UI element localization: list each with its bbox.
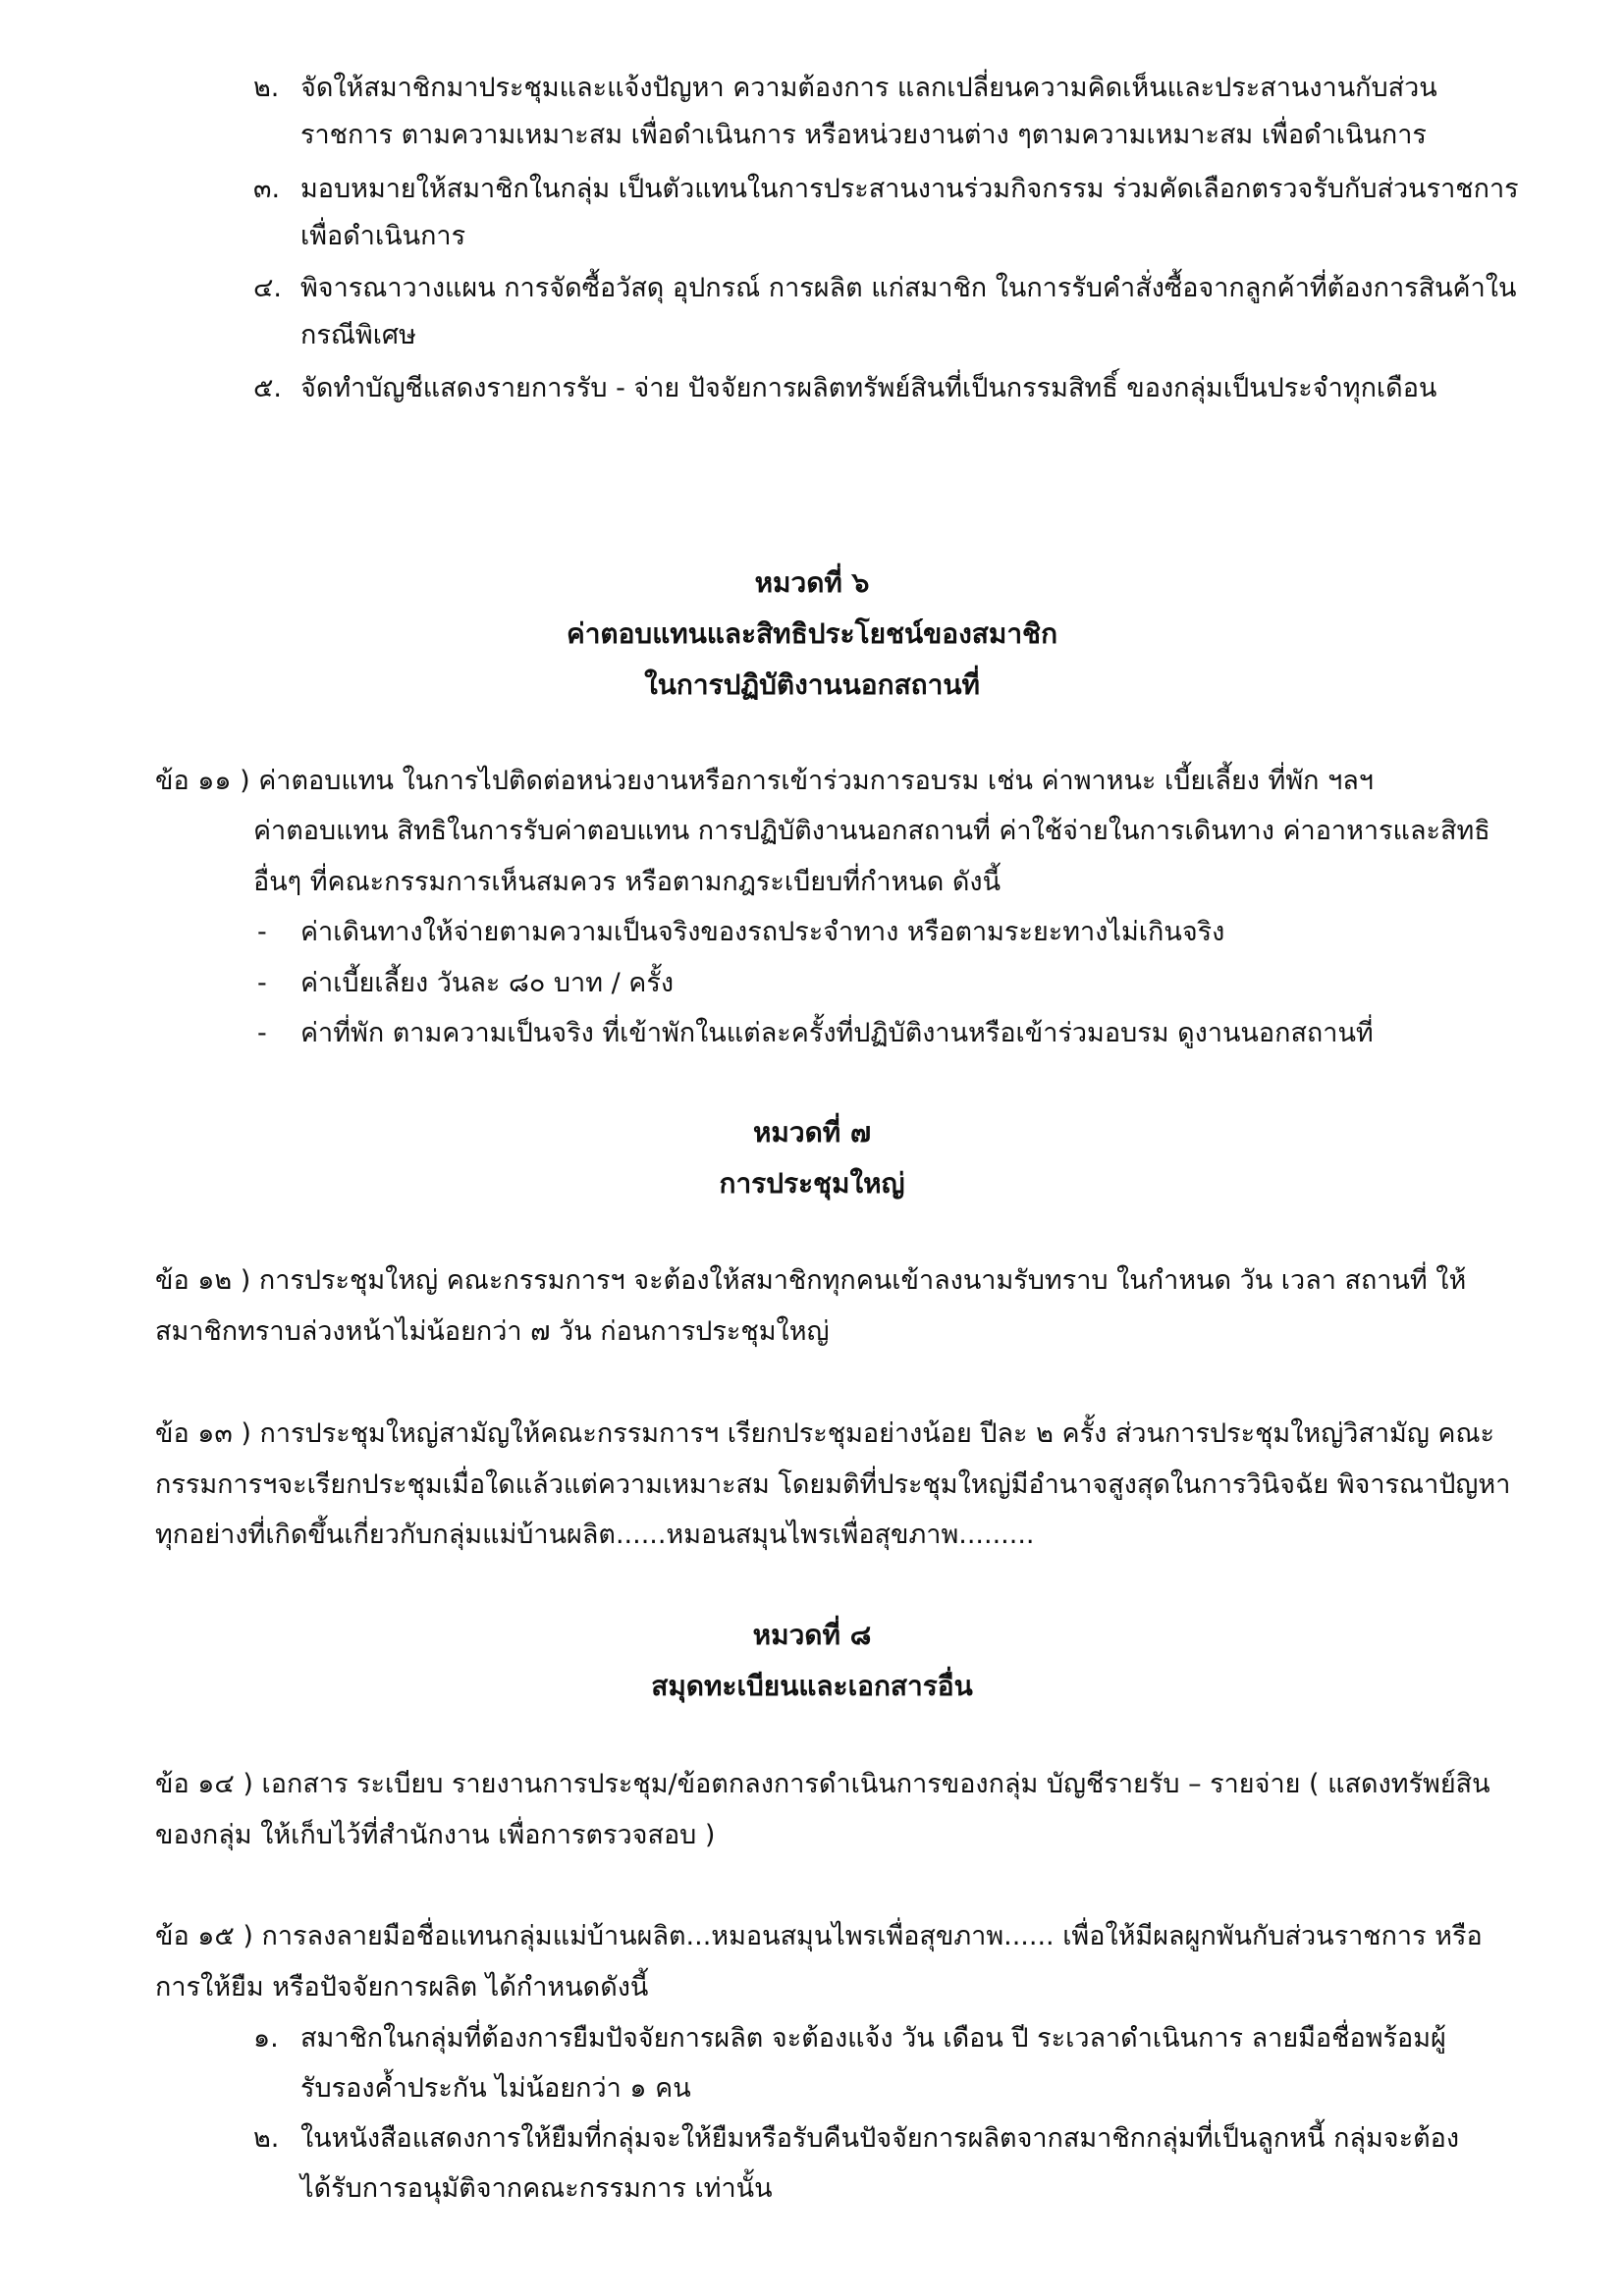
list-item-number: ๕. bbox=[253, 373, 283, 403]
section-subtitle: สมุดทะเบียนและเอกสารอื่น bbox=[651, 1670, 973, 1702]
list-item-number: ๔. bbox=[253, 273, 283, 303]
clause-13-line: ทุกอย่างที่เกิดขึ้นเกี่ยวกับกลุ่มแม่บ้านผลิต......หมอนสมุนไพรเพื่อสุขภาพ......... bbox=[155, 1520, 1035, 1550]
section-subtitle: ค่าตอบแทนและสิทธิประโยชน์ของสมาชิก bbox=[566, 617, 1058, 650]
bullet-text: ค่าเดินทางให้จ่ายตามความเป็นจริงของรถประจำทาง หรือตามระยะทางไม่เกินจริง bbox=[300, 917, 1225, 947]
clause-11-line: ข้อ ๑๑ ) ค่าตอบแทน ในการไปติดต่อหน่วยงานหรือการเข้าร่วมการอบรม เช่น ค่าพาหนะ เบี้ยเลี้ยง ที่พัก ฯลฯ bbox=[155, 766, 1374, 796]
bullet-dash: - bbox=[257, 1018, 267, 1048]
clause-13-line: ข้อ ๑๓ ) การประชุมใหญ่สามัญให้คณะกรรมการฯ เรียกประชุมอย่างน้อย ปีละ ๒ ครั้ง ส่วนการประชุมใหญ่วิสามัญ คณะ bbox=[155, 1418, 1495, 1449]
list-item-text: เพื่อดำเนินการ bbox=[300, 221, 466, 251]
list-item-text: กรณีพิเศษ bbox=[300, 320, 416, 350]
list-item-number: ๒. bbox=[253, 73, 280, 103]
clause-13-line: กรรมการฯจะเรียกประชุมเมื่อใดแล้วแต่ความเหมาะสม โดยมติที่ประชุมใหญ่มีอำนาจสูงสุดในการวินิจฉัย พิจารณาปัญหา bbox=[155, 1469, 1511, 1500]
clause-11-line: ค่าตอบแทน สิทธิในการรับค่าตอบแทน การปฏิบัติงานนอกสถานที่ ค่าใช้จ่ายในการเดินทาง ค่าอาหารและสิทธิ bbox=[253, 816, 1490, 846]
clause-14-line: ของกลุ่ม ให้เก็บไว้ที่สำนักงาน เพื่อการตรวจสอบ ) bbox=[155, 1820, 716, 1850]
bullet-dash: - bbox=[257, 968, 267, 998]
clause-12-line: สมาชิกทราบล่วงหน้าไม่น้อยกว่า ๗ วัน ก่อนการประชุมใหญ่ bbox=[155, 1316, 830, 1347]
list-item-number: ๑. bbox=[253, 2023, 279, 2054]
bullet-text: ค่าเบี้ยเลี้ยง วันละ ๘๐ บาท / ครั้ง bbox=[300, 968, 675, 998]
clause-11-line: อื่นๆ ที่คณะกรรมการเห็นสมควร หรือตามกฎระเบียบที่กำหนด ดังนี้ bbox=[253, 867, 1001, 897]
list-item-text: ในหนังสือแสดงการให้ยืมที่กลุ่มจะให้ยืมหรือรับคืนปัจจัยการผลิตจากสมาชิกกลุ่มที่เป็นลูกหนี้ กลุ่มจะต้อง bbox=[300, 2123, 1460, 2154]
clause-15-line: ข้อ ๑๕ ) การลงลายมือชื่อแทนกลุ่มแม่บ้านผลิต...หมอนสมุนไพรเพื่อสุขภาพ...... เพื่อให้มีผลผูกพันกับส่วนราชการ หรือ bbox=[155, 1921, 1483, 1951]
list-item-text: ได้รับการอนุมัติจากคณะกรรมการ เท่านั้น bbox=[300, 2173, 773, 2204]
section-heading: หมวดที่ ๗ bbox=[752, 1116, 872, 1148]
section-subtitle: การประชุมใหญ่ bbox=[719, 1167, 905, 1200]
section-heading: หมวดที่ ๘ bbox=[752, 1619, 872, 1651]
list-item-text: พิจารณาวางแผน การจัดซื้อวัสดุ อุปกรณ์ การผลิต แก่สมาชิก ในการรับคำสั่งซื้อจากลูกค้าที่ต้องการสินค้าใน bbox=[300, 273, 1517, 303]
clause-15-line: การให้ยืม หรือปัจจัยการผลิต ได้กำหนดดังนี้ bbox=[155, 1972, 649, 2002]
clause-12-line: ข้อ ๑๒ ) การประชุมใหญ่ คณะกรรมการฯ จะต้องให้สมาชิกทุกคนเข้าลงนามรับทราบ ในกำหนด วัน เวลา สถานที่ ให้ bbox=[155, 1265, 1467, 1296]
section-heading: หมวดที่ ๖ bbox=[754, 566, 870, 599]
list-item-text: จัดให้สมาชิกมาประชุมและแจ้งปัญหา ความต้องการ แลกเปลี่ยนความคิดเห็นและประสานงานกับส่วน bbox=[300, 73, 1437, 103]
bullet-dash: - bbox=[257, 917, 267, 947]
list-item-number: ๒. bbox=[253, 2123, 280, 2154]
list-item-text: จัดทำบัญชีแสดงรายการรับ - จ่าย ปัจจัยการผลิตทรัพย์สินที่เป็นกรรมสิทธิ์ ของกลุ่มเป็นประจำทุกเดือน bbox=[300, 373, 1437, 403]
section-subtitle: ในการปฏิบัติงานนอกสถานที่ bbox=[644, 668, 980, 701]
list-item-text: รับรองค้ำประกัน ไม่น้อยกว่า ๑ คน bbox=[300, 2073, 691, 2104]
list-item-text: ราชการ ตามความเหมาะสม เพื่อดำเนินการ หรือหน่วยงานต่าง ๆตามความเหมาะสม เพื่อดำเนินการ bbox=[300, 120, 1427, 150]
bullet-text: ค่าที่พัก ตามความเป็นจริง ที่เข้าพักในแต่ละครั้งที่ปฏิบัติงานหรือเข้าร่วมอบรม ดูงานนอกสถานที่ bbox=[300, 1018, 1374, 1048]
list-item-text: สมาชิกในกลุ่มที่ต้องการยืมปัจจัยการผลิต จะต้องแจ้ง วัน เดือน ปี ระเวลาดำเนินการ ลายมือชื่อพร้อมผู้ bbox=[300, 2023, 1446, 2054]
clause-14-line: ข้อ ๑๔ ) เอกสาร ระเบียบ รายงานการประชุม/ข้อตกลงการดำเนินการของกลุ่ม บัญชีรายรับ – รายจ่าย ( แสดงทรัพย์สิน bbox=[155, 1769, 1490, 1799]
list-item-text: มอบหมายให้สมาชิกในกลุ่ม เป็นตัวแทนในการประสานงานร่วมกิจกรรม ร่วมคัดเลือกตรวจรับกับส่วนราชการ bbox=[300, 174, 1519, 204]
list-item-number: ๓. bbox=[253, 174, 281, 204]
